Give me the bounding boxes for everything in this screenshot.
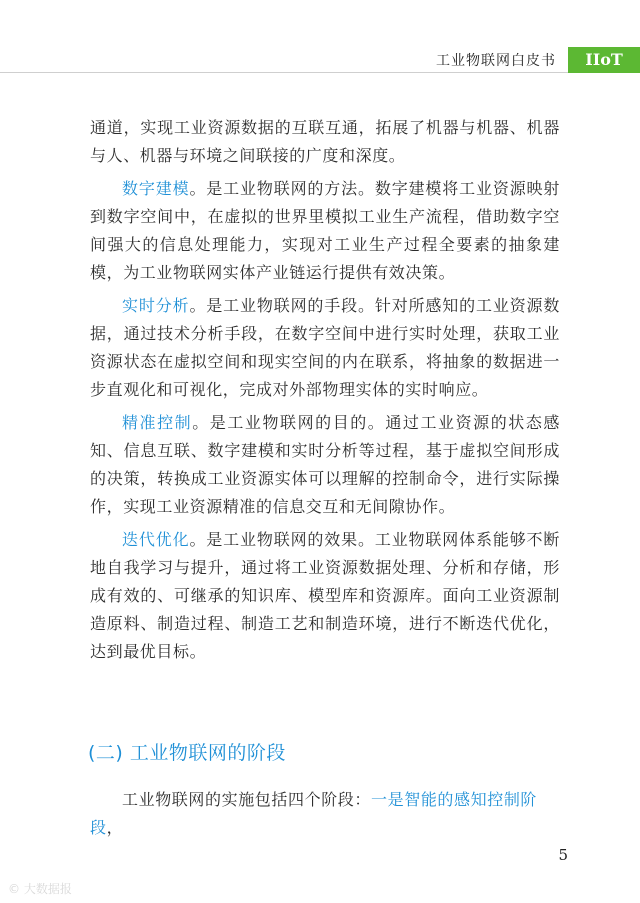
paragraph — [90, 114, 560, 170]
paragraph-keyword: 迭代优化 — [122, 530, 190, 549]
paragraph-keyword: 数字建模 — [122, 179, 190, 198]
section-heading: (二) 工业物联网的阶段 — [88, 742, 286, 764]
body-content — [90, 114, 560, 671]
header-divider — [0, 72, 568, 73]
paragraph-keyword: 实时分析 — [122, 296, 190, 315]
paragraph — [90, 175, 560, 287]
page-number: 5 — [558, 846, 568, 864]
watermark-text: © 大数据报 — [8, 882, 72, 896]
page-header — [0, 47, 640, 73]
header-badge: IIoT — [568, 47, 640, 73]
paragraph-text: 。是工业物联网的效果。工业物联网体系能够不断地自我学习与提升，通过将工业资源数据处理、分析和存储，形成有效的、可继承的知识库、模型库和资源库。面向工业资源制造原料、制造过程、制造工艺和制造环境，进行不断迭代优化，达到最优目标。 — [90, 530, 561, 661]
paragraph — [90, 526, 560, 666]
paragraph-text: 通道，实现工业资源数据的互联互通，拓展了机器与机器、机器与人、机器与环境之间联接的广度和深度。 — [90, 118, 560, 165]
paragraph-text: 工业物联网的实施包括四个阶段： — [122, 790, 372, 809]
paragraph — [90, 786, 560, 842]
paragraph-text: 。是工业物联网的方法。数字建模将工业资源映射到数字空间中，在虚拟的世界里模拟工业生产流程，借助数字空间强大的信息处理能力，实现对工业生产过程全要素的抽象建模，为工业物联网实体产业链运行提供有效决策。 — [90, 179, 561, 282]
paragraph-keyword: 精准控制 — [122, 413, 193, 432]
paragraph — [90, 409, 560, 521]
paragraph-text: 。是工业物联网的手段。针对所感知的工业资源数据，通过技术分析手段，在数字空间中进行实时处理，获取工业资源状态在虚拟空间和现实空间的内在联系，将抽象的数据进一步直观化和可视化，完成对外部物理实体的实时响应。 — [90, 296, 561, 399]
header-title: 工业物联网白皮书 — [436, 53, 556, 69]
paragraph-highlight: 一是智能的感知控制阶段 — [90, 790, 538, 837]
paragraph-tail: ， — [106, 818, 124, 837]
paragraph — [90, 292, 560, 404]
paragraph-text: 。是工业物联网的目的。通过工业资源的状态感知、信息互联、数字建模和实时分析等过程，基于虚拟空间形成的决策，转换成工业资源实体可以理解的控制命令，进行实际操作，实现工业资源精准的信息交互和无间隙协作。 — [90, 413, 560, 516]
